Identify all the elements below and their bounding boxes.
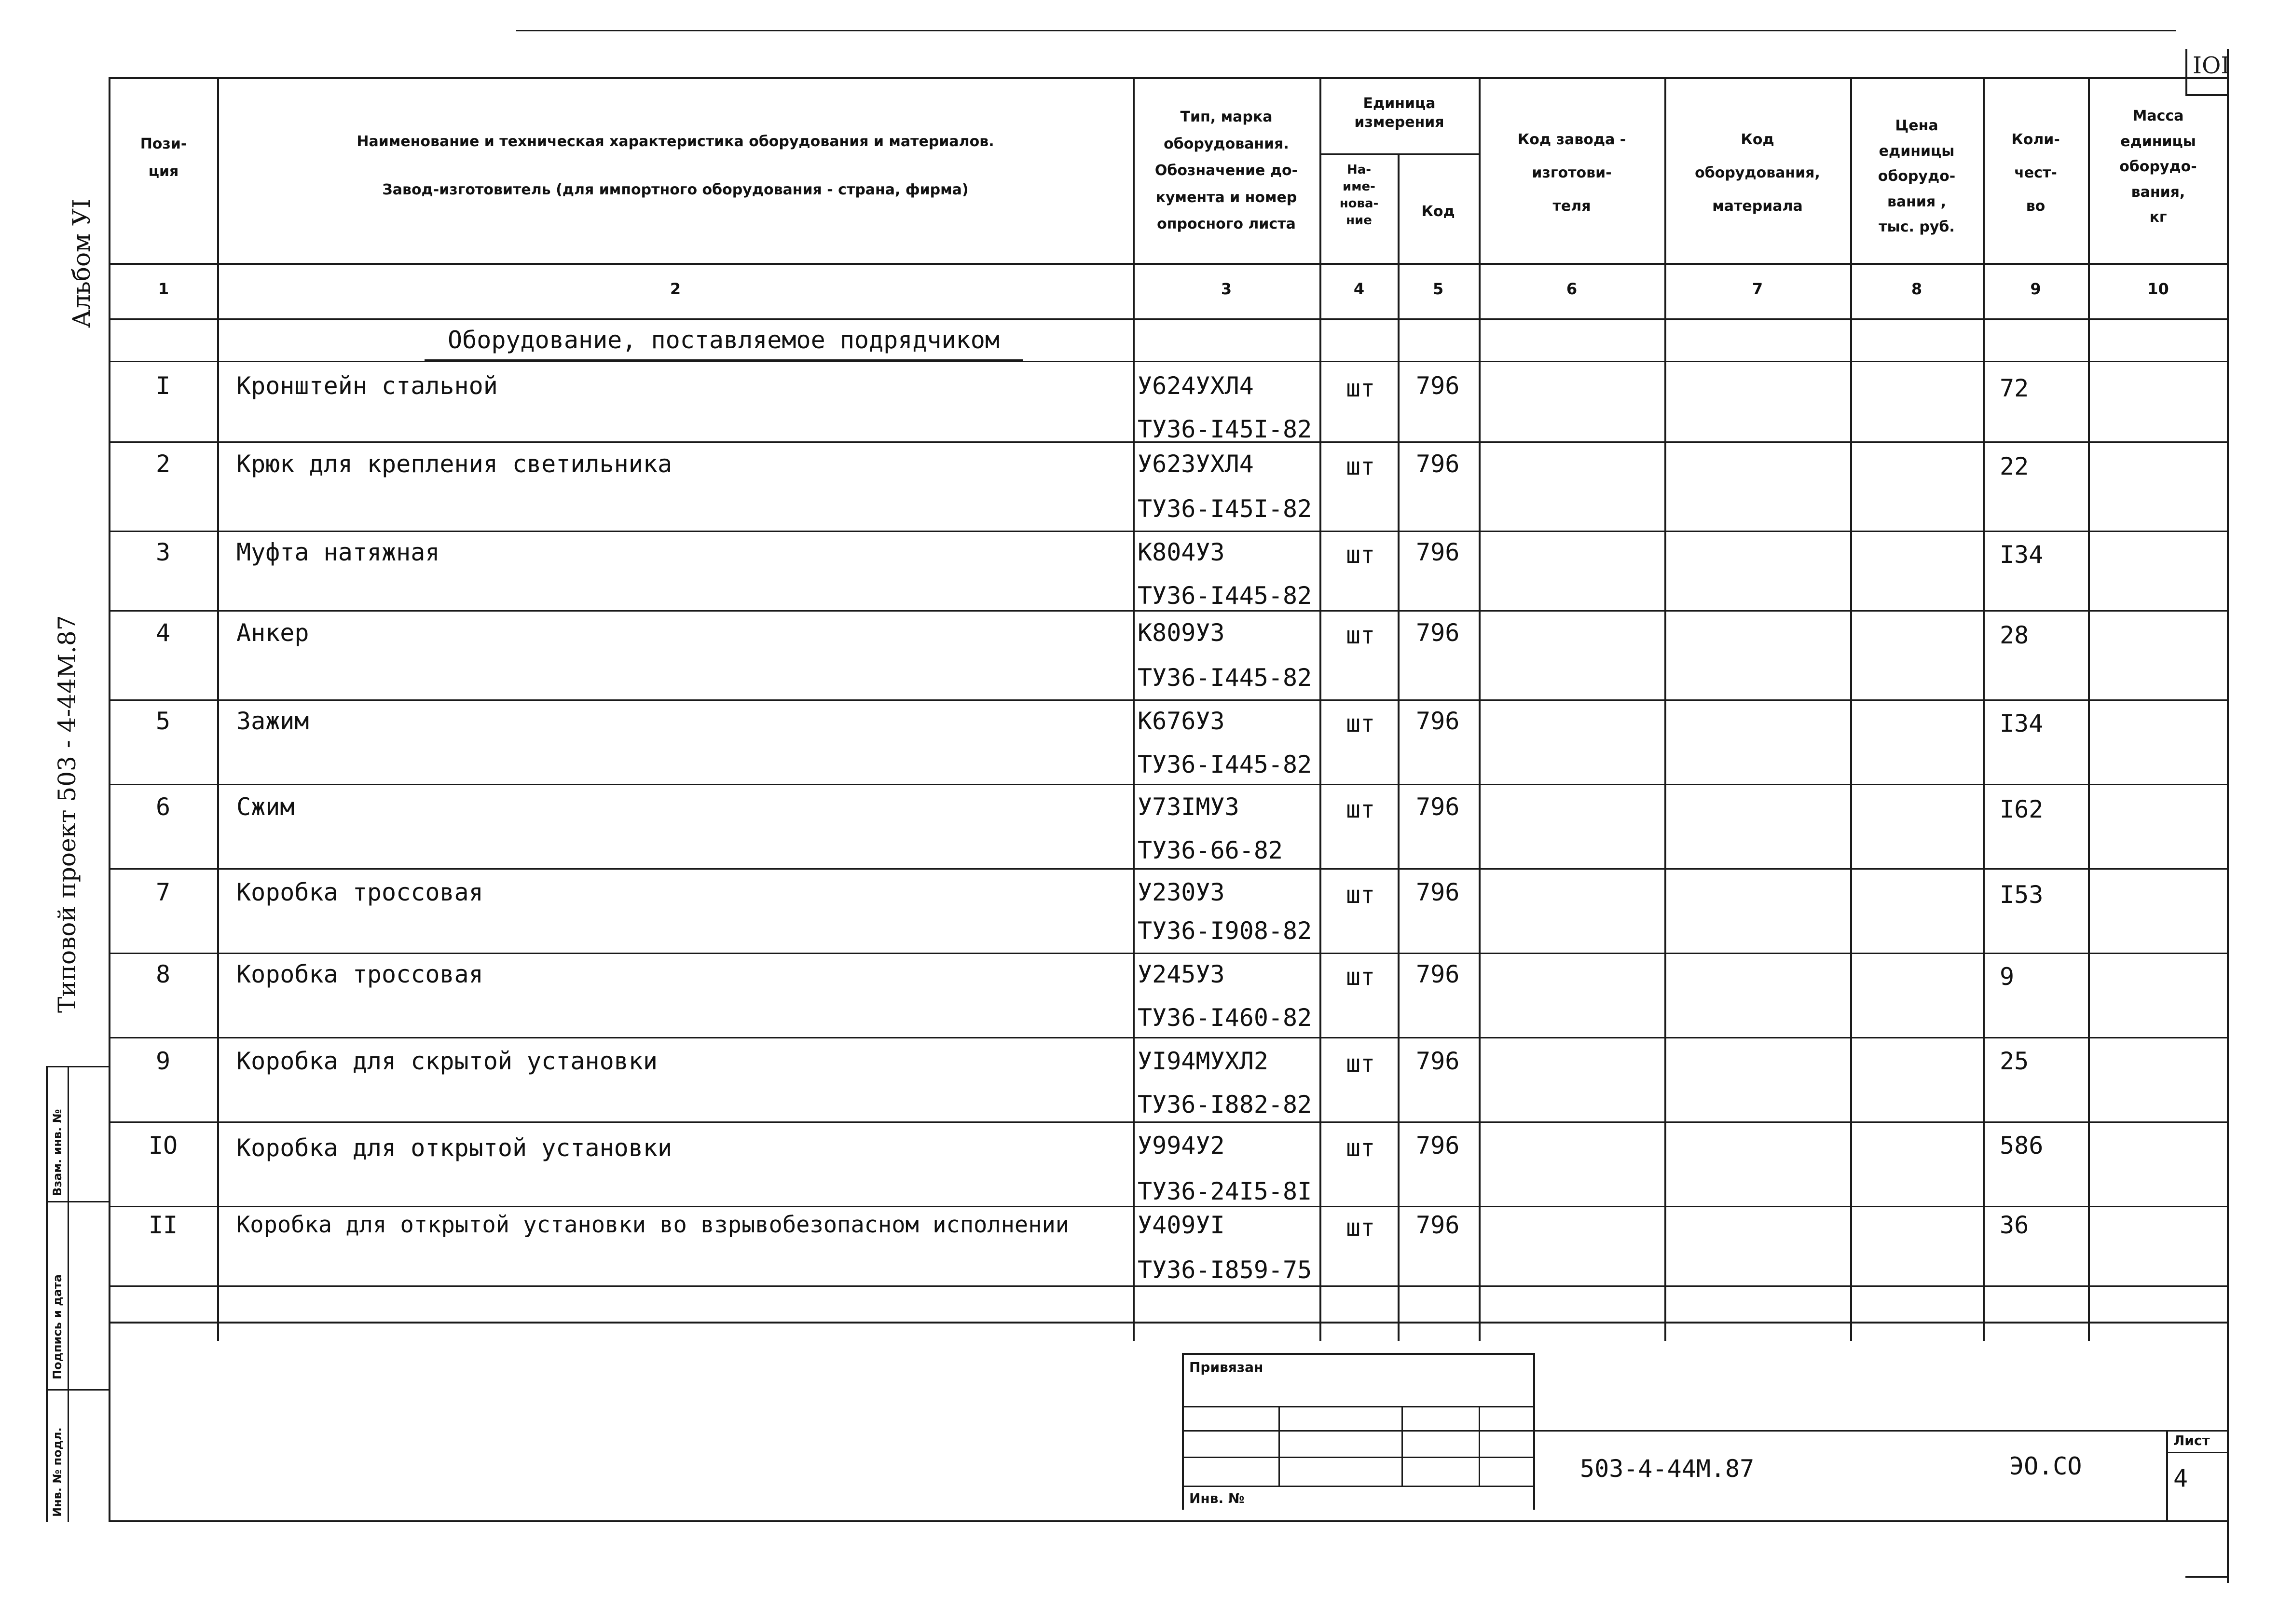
row-unit-code: 796: [1416, 538, 1460, 566]
row-type: У409УI: [1138, 1211, 1225, 1239]
column-number-8: 8: [1911, 280, 1922, 298]
header-equipment-code: Код оборудования, материала: [1695, 131, 1820, 215]
row-position: 5: [155, 707, 171, 735]
header-name-line1: Наименование и техническая характеристика оборудования и материалов.: [357, 133, 994, 150]
row-quantity: 25: [2000, 1047, 2029, 1075]
row-quantity: 9: [2000, 963, 2015, 991]
margin-field-signature: Подпись и дата: [51, 1274, 64, 1379]
row-unit: шт: [1346, 1050, 1375, 1078]
row-unit: шт: [1346, 374, 1375, 402]
header-name-line2: Завод-изготовитель (для импортного оборудования - страна, фирма): [382, 181, 969, 198]
title-block-inv-no: Инв. №: [1189, 1490, 1245, 1506]
row-name: Коробка троссовая: [236, 878, 483, 906]
title-block-privyazan: Привязан: [1189, 1359, 1263, 1375]
row-name: Коробка для открытой установки: [236, 1134, 673, 1162]
header-unit-name: На- име- нова- ние: [1339, 163, 1379, 228]
row-quantity: 72: [2000, 374, 2029, 402]
row-unit-code: 796: [1416, 450, 1460, 478]
row-document: ТУ36-I908-82: [1138, 917, 1312, 945]
row-unit-code: 796: [1416, 372, 1460, 400]
row-position: IO: [148, 1132, 178, 1160]
row-name: Коробка для скрытой установки: [236, 1047, 658, 1075]
column-number-5: 5: [1432, 280, 1444, 298]
row-name: Кронштейн стальной: [236, 372, 498, 400]
row-document: ТУ36-66-82: [1138, 836, 1283, 864]
row-type: УI94МУХЛ2: [1138, 1047, 1268, 1075]
row-type: У994У2: [1138, 1132, 1225, 1160]
row-position: 8: [155, 960, 171, 988]
row-name: Зажим: [236, 707, 309, 735]
row-unit-code: 796: [1416, 960, 1460, 988]
section-title: Оборудование, поставляемое подрядчиком: [448, 326, 1000, 354]
row-position: 2: [155, 450, 171, 478]
header-position: Пози- ция: [140, 136, 187, 180]
row-unit: шт: [1346, 1214, 1375, 1242]
row-name: Коробка для открытой установки во взрывобезопасном исполнении: [236, 1212, 1070, 1238]
row-name: Коробка троссовая: [236, 960, 483, 988]
row-quantity: I53: [2000, 881, 2044, 909]
row-position: 3: [155, 538, 171, 566]
row-document: ТУ36-I45I-82: [1138, 495, 1312, 523]
row-unit-code: 796: [1416, 707, 1460, 735]
row-unit: шт: [1346, 621, 1375, 649]
row-type: К676У3: [1138, 707, 1225, 735]
document-designation: 503-4-44М.87: [1580, 1455, 1755, 1483]
column-number-4: 4: [1353, 280, 1365, 298]
column-number-3: 3: [1221, 280, 1232, 298]
row-position: I: [155, 372, 171, 400]
row-unit: шт: [1346, 452, 1375, 480]
row-unit: шт: [1346, 963, 1375, 991]
row-position: 6: [155, 793, 171, 821]
header-factory-code: Код завода - изготови- теля: [1517, 131, 1626, 215]
column-number-10: 10: [2147, 280, 2169, 298]
row-unit-code: 796: [1416, 793, 1460, 821]
row-position: 7: [155, 878, 171, 906]
row-position: II: [148, 1211, 178, 1239]
row-type: У245У3: [1138, 960, 1225, 988]
row-name: Муфта натяжная: [236, 538, 440, 566]
row-document: ТУ36-I445-82: [1138, 664, 1312, 692]
album-label: Альбом УI: [68, 199, 96, 328]
row-unit-code: 796: [1416, 1211, 1460, 1239]
row-name: Крюк для крепления светильника: [236, 450, 673, 478]
row-document: ТУ36-I882-82: [1138, 1091, 1312, 1119]
row-document: ТУ36-24I5-8I: [1138, 1177, 1312, 1205]
row-position: 4: [155, 619, 171, 647]
header-quantity: Коли- чест- во: [2011, 131, 2060, 215]
header-mass: Масса единицы оборудо- вания, кг: [2119, 108, 2197, 226]
row-unit-code: 796: [1416, 1047, 1460, 1075]
margin-field-replacement: Взам. инв. №: [51, 1109, 64, 1196]
header-unit-code: Код: [1421, 203, 1455, 220]
row-quantity: I62: [2000, 795, 2044, 823]
column-number-6: 6: [1566, 280, 1578, 298]
header-unit: Единица измерения: [1354, 95, 1444, 131]
row-document: ТУ36-I45I-82: [1138, 415, 1312, 443]
row-quantity: I34: [2000, 541, 2044, 569]
header-price: Цена единицы оборудо- вания , тыс. руб.: [1878, 117, 1956, 235]
row-unit-code: 796: [1416, 1132, 1460, 1160]
sheet-value: 4: [2173, 1464, 2188, 1492]
column-number-2: 2: [670, 280, 681, 298]
row-document: ТУ36-I445-82: [1138, 582, 1312, 610]
row-unit-code: 796: [1416, 878, 1460, 906]
row-unit: шт: [1346, 881, 1375, 909]
row-type: У73IМУ3: [1138, 793, 1239, 821]
row-name: Анкер: [236, 619, 309, 647]
document-code: ЭО.СО: [2009, 1452, 2082, 1480]
margin-field-original-inv: Инв. № подл.: [51, 1427, 64, 1517]
column-number-7: 7: [1752, 280, 1763, 298]
row-name: Сжим: [236, 793, 295, 821]
column-number-9: 9: [2030, 280, 2041, 298]
row-unit-code: 796: [1416, 619, 1460, 647]
row-document: ТУ36-I460-82: [1138, 1004, 1312, 1032]
row-unit: шт: [1346, 795, 1375, 823]
row-document: ТУ36-I445-82: [1138, 751, 1312, 778]
sheet-number: IOI: [2193, 52, 2230, 79]
row-type: У230У3: [1138, 878, 1225, 906]
row-quantity: 586: [2000, 1132, 2044, 1160]
row-quantity: I34: [2000, 710, 2044, 737]
row-type: У623УХЛ4: [1138, 450, 1254, 478]
row-quantity: 28: [2000, 621, 2029, 649]
column-number-1: 1: [158, 280, 169, 298]
row-type: У624УХЛ4: [1138, 372, 1254, 400]
header-type: Тип, марка оборудования. Обозначение до- кумента и номер опросного листа: [1154, 109, 1298, 232]
row-type: К809У3: [1138, 619, 1225, 647]
project-label: Типовой проект 503 - 4-44М.87: [53, 615, 81, 1013]
row-position: 9: [155, 1047, 171, 1075]
row-unit: шт: [1346, 1134, 1375, 1162]
row-unit: шт: [1346, 710, 1375, 737]
row-quantity: 36: [2000, 1211, 2029, 1239]
row-quantity: 22: [2000, 452, 2029, 480]
row-type: К804У3: [1138, 538, 1225, 566]
sheet-label: Лист: [2173, 1433, 2210, 1448]
row-document: ТУ36-I859-75: [1138, 1256, 1312, 1284]
row-unit: шт: [1346, 541, 1375, 569]
